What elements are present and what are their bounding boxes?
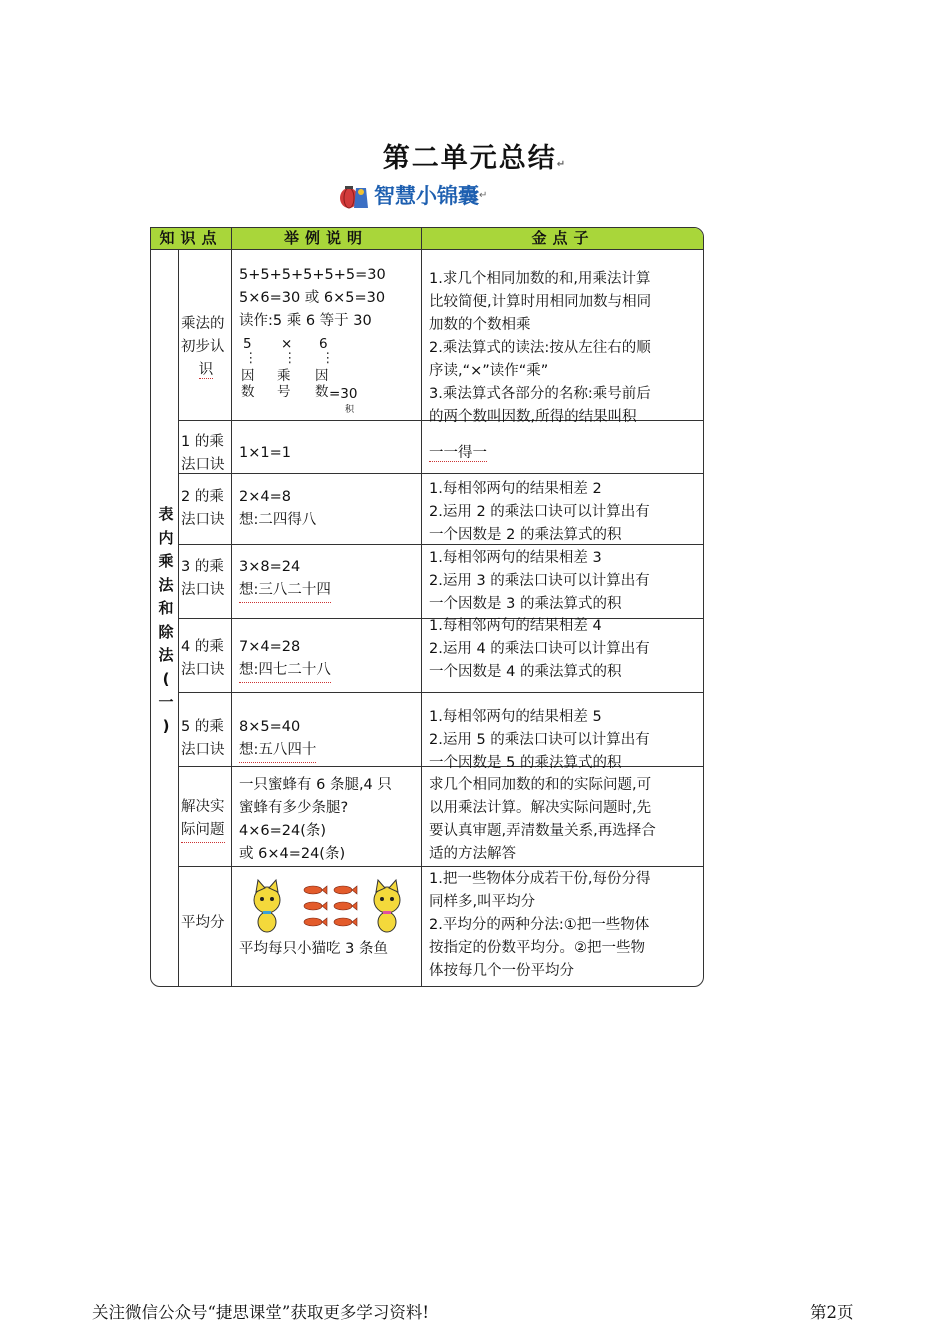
divider [178, 692, 703, 693]
footer-promo: 关注微信公众号“捷思课堂”获取更多学习资料! [92, 1303, 430, 1322]
lantern-icon [338, 180, 370, 210]
row-example: 5+5+5+5+5+5=30 5×6=30 或 6×5=30 读作:5 乘 6 等于 30 [239, 267, 386, 329]
row-topic: 乘法的 初步认 识 [181, 316, 225, 378]
row-example: 2×4=8 想:二四得八 [239, 489, 317, 528]
divider [178, 866, 703, 867]
row-tip: 1.每相邻两句的结果相差 5 2.运用 5 的乘法口诀可以计算出有 一个因数是 5 的乘法算式的积 [429, 709, 650, 771]
row-topic: 解决实 际问题 [181, 796, 231, 843]
row-tip: 1.每相邻两句的结果相差 3 2.运用 3 的乘法口诀可以计算出有 一个因数是 3 的乘法算式的积 [429, 550, 650, 612]
row-example: 一只蜜蜂有 6 条腿,4 只 蜜蜂有多少条腿? 4×6=24(条) 或 6×4=24(条) [239, 777, 392, 862]
page-title: 第二单元总结↵ [382, 143, 568, 174]
row-example: 3×8=24 想:三八二十四 [239, 556, 331, 603]
row-example: 平均每只小猫吃 3 条鱼 [231, 868, 421, 986]
cat-icon [374, 880, 400, 932]
row-example: 8×5=40 想:五八四十 [239, 716, 316, 763]
factor-diagram: 5 × 6 ⋮ ⋮ ⋮ 因 数 乘 号 因 数 =30 积 [241, 336, 358, 415]
cats-fish-illustration [249, 878, 409, 934]
row-topic: 1 的乘 法口诀 [181, 434, 225, 473]
side-label: 表 内 乘 法 和 除 法 ( 一 ) [158, 505, 174, 735]
row-topic: 4 的乘 法口诀 [181, 639, 225, 678]
divider [178, 473, 703, 474]
row-example: 1×1=1 [239, 445, 291, 461]
row-topic: 平均分 [181, 915, 225, 931]
header-tips: 金点子 [531, 229, 595, 247]
row-example: 7×4=28 想:四七二十八 [239, 636, 331, 683]
row-tip: 1.把一些物体分成若干份,每份分得 同样多,叫平均分 2.平均分的两种分法:①把一些物体 按指定的份数平均分。②把一些物 体按每几个一份平均分 [429, 871, 651, 979]
row-tip: 一一得一 [429, 445, 487, 461]
summary-table [150, 227, 704, 987]
subtitle-row: 智慧小锦囊 ↵ [338, 178, 487, 212]
row-tip: 1.每相邻两句的结果相差 2 2.运用 2 的乘法口诀可以计算出有 一个因数是 2 的乘法算式的积 [429, 481, 650, 543]
row-topic: 5 的乘 法口诀 [181, 719, 225, 758]
row-topic: 2 的乘 法口诀 [181, 489, 225, 528]
row-tip: 1.求几个相同加数的和,用乘法计算 比较简便,计算时用相同加数与相同 加数的个数相乘 2.乘法算式的读法:按从左往右的顺 序读,“×”读作“乘” 3.乘法算式各部分的名称:乘号前后 的两个数叫因数,所得的结果叫积 [429, 271, 652, 425]
table-header [151, 228, 703, 250]
header-knowledge: 知识点 [159, 229, 223, 247]
fish-icon [304, 886, 357, 926]
header-example: 举例说明 [283, 229, 368, 247]
cat-icon [254, 880, 280, 932]
divider [421, 228, 422, 986]
row-tip: 求几个相同加数的和的实际问题,可 以用乘法计算。解决实际问题时,先 要认真审题,弄清数量关系,再选择合 适的方法解答 [429, 777, 656, 862]
subtitle: 智慧小锦囊 [374, 184, 479, 208]
row-tip: 1.每相邻两句的结果相差 4 2.运用 4 的乘法口诀可以计算出有 一个因数是 4 的乘法算式的积 [429, 618, 650, 680]
page-number: 第2页 [810, 1303, 854, 1322]
row-topic: 3 的乘 法口诀 [181, 559, 225, 598]
